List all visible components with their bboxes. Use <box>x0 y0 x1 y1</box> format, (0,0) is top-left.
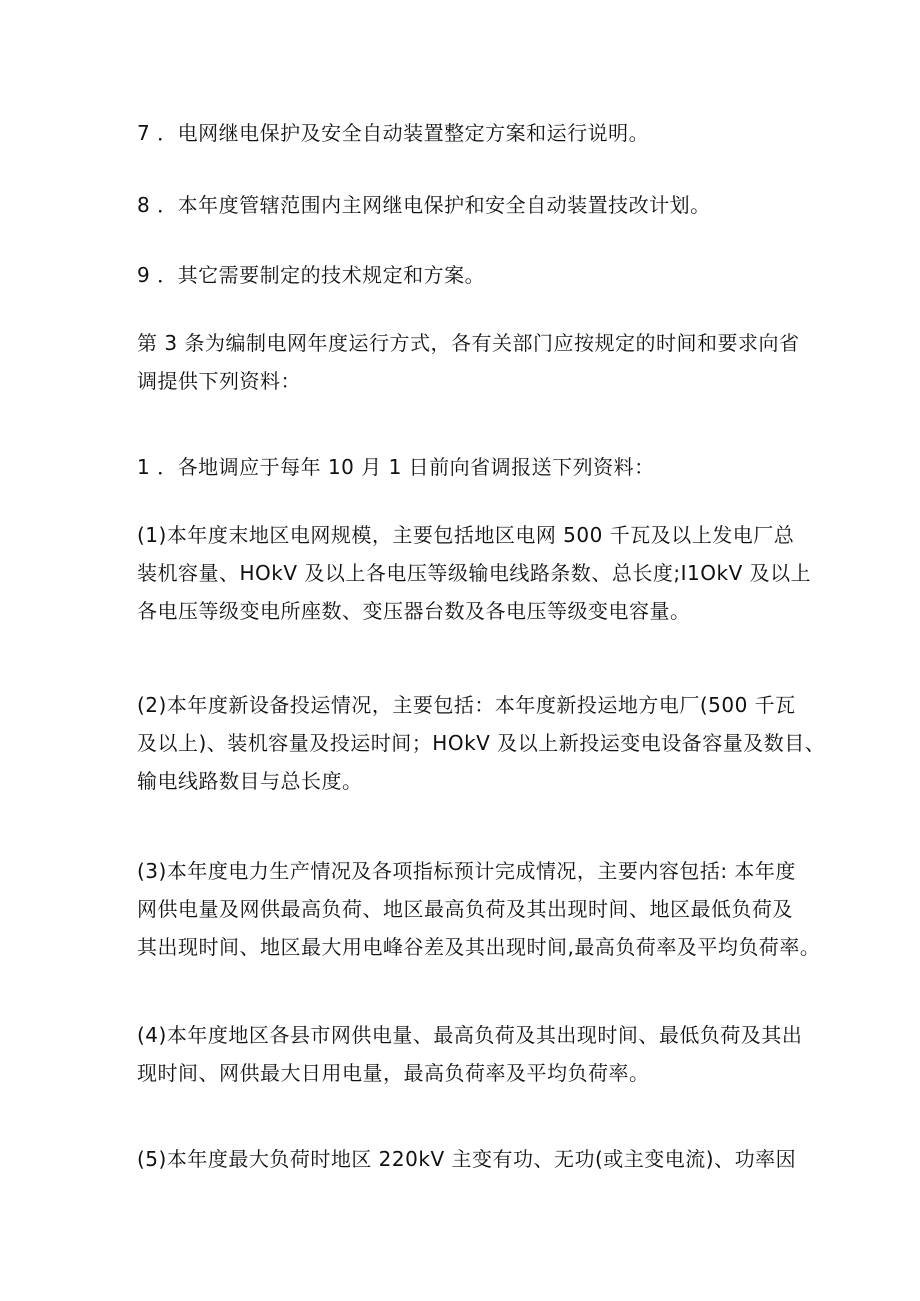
paragraph-article-3 <box>137 324 800 400</box>
text-line: 调提供下列资料： <box>137 369 301 393</box>
paragraph-clause-2 <box>137 686 826 800</box>
paragraph-item-7 <box>137 114 797 152</box>
paragraph-item-8 <box>137 186 797 224</box>
text-line: 9 ．其它需要制定的技术规定和方案。 <box>137 263 486 287</box>
text-line: 现时间、网供最大日用电量，最高负荷率及平均负荷率。 <box>137 1061 650 1085</box>
paragraph-subitem-1 <box>137 448 797 486</box>
text-line: (4)本年度地区各县市网供电量、最高负荷及其出现时间、最低负荷及其出 <box>137 1023 803 1047</box>
text-line: 装机容量、HOkV 及以上各电压等级输电线路条数、总长度;I1OkV 及以上 <box>137 561 812 585</box>
text-line: 1 ．各地调应于每年 10 月 1 日前向省调报送下列资料： <box>137 455 655 479</box>
text-line: 第 3 条为编制电网年度运行方式，各有关部门应按规定的时间和要求向省 <box>137 331 800 355</box>
paragraph-clause-4 <box>137 1016 803 1092</box>
text-line: (1)本年度末地区电网规模，主要包括地区电网 500 千瓦及以上发电厂总 <box>137 523 795 547</box>
paragraph-clause-5 <box>137 1140 797 1178</box>
text-line: 7 ．电网继电保护及安全自动装置整定方案和运行说明。 <box>137 121 650 145</box>
paragraph-clause-3 <box>137 852 821 966</box>
text-line: 8 ．本年度管辖范围内主网继电保护和安全自动装置技改计划。 <box>137 193 711 217</box>
text-line: 输电线路数目与总长度。 <box>137 769 363 793</box>
text-line: (3)本年度电力生产情况及各项指标预计完成情况，主要内容包括: 本年度 <box>137 859 796 883</box>
text-line: (5)本年度最大负荷时地区 220kV 主变有功、无功(或主变电流)、功率因 <box>137 1147 797 1171</box>
text-line: (2)本年度新设备投运情况，主要包括：本年度新投运地方电厂(500 千瓦 <box>137 693 796 717</box>
text-line: 网供电量及网供最高负荷、地区最高负荷及其出现时间、地区最低负荷及 <box>137 897 793 921</box>
paragraph-item-9 <box>137 256 797 294</box>
text-line: 其出现时间、地区最大用电峰谷差及其出现时间,最高负荷率及平均负荷率。 <box>137 935 821 959</box>
paragraph-clause-1 <box>137 516 812 630</box>
text-line: 各电压等级变电所座数、变压器台数及各电压等级变电容量。 <box>137 599 691 623</box>
text-line: 及以上)、装机容量及投运时间；HOkV 及以上新投运变电设备容量及数目、 <box>137 731 826 755</box>
